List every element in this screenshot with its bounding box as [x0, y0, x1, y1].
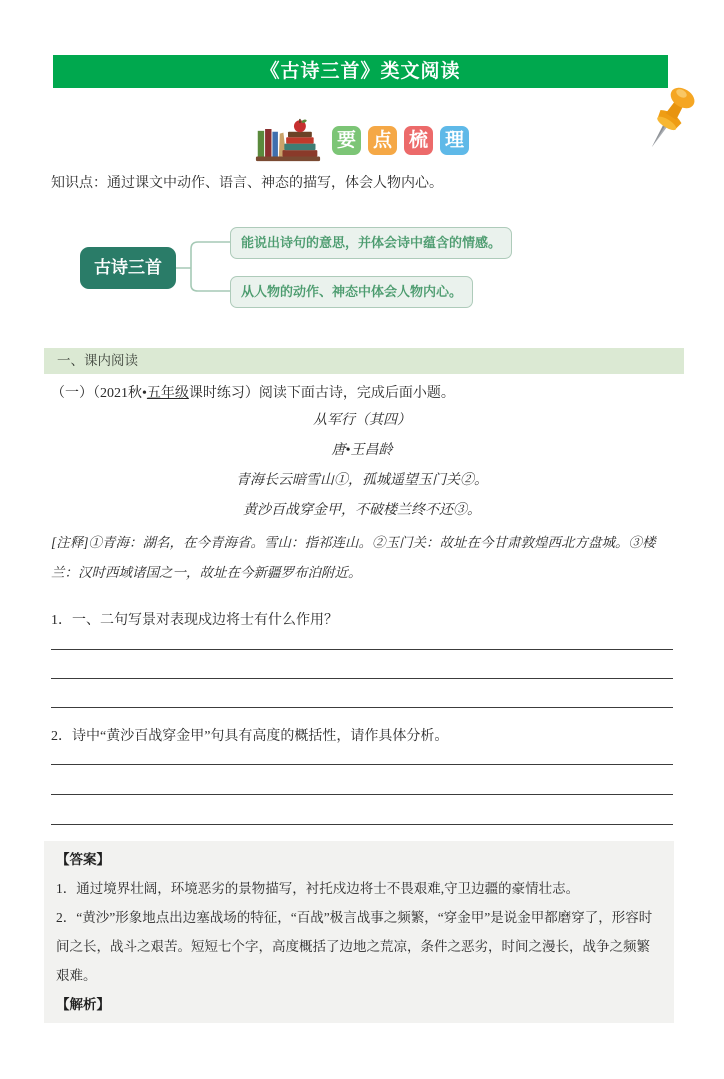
- answer-line: [51, 632, 673, 650]
- key-points-header: [0, 116, 724, 164]
- exercise-intro-suffix: 课时练习）阅读下面古诗，完成后面小题。: [188, 386, 455, 401]
- pushpin-icon: [644, 81, 702, 157]
- page-title-banner: [53, 55, 668, 88]
- section-header: 一、课内阅读: [44, 348, 684, 374]
- answer-line: [51, 679, 673, 708]
- badge-dian: 点: [368, 126, 397, 155]
- question-2: 2．诗中“黄沙百战穿金甲”句具有高度的概括性，请作具体分析。: [51, 729, 449, 744]
- question-1: 1．一、二句写景对表现戍边将士有什么作用？: [51, 613, 338, 628]
- books-icon: [255, 117, 321, 163]
- page-title: 《古诗三首》类文阅读: [260, 61, 461, 82]
- badge-li: 理: [440, 126, 469, 155]
- answer-line: [51, 795, 673, 825]
- poem-line-1: 青海长云暗雪山①，孤城遥望玉门关②。: [236, 473, 488, 488]
- poem-line-2: 黄沙百战穿金甲，不破楼兰终不还③。: [243, 503, 481, 518]
- answer-item-1: 1．通过境界壮阔，环境恶劣的景物描写，衬托戍边将士不畏艰难,守卫边疆的豪情壮志。: [56, 881, 580, 896]
- knowledge-point: 知识点：通过课文中动作、语言、神态的描写，体会人物内心。: [51, 176, 443, 191]
- poem-author: 唐•王昌龄: [331, 443, 393, 458]
- answer-line: [51, 650, 673, 679]
- badge-shu: 梳: [404, 126, 433, 155]
- answer-line: [51, 748, 673, 765]
- answer-label: 【答案】: [56, 852, 110, 867]
- exercise-intro-prefix: （一）（2021秋•: [51, 386, 147, 401]
- poem-title: 从军行（其四）: [313, 413, 411, 428]
- mindmap-branch-1: 能说出诗句的意思，并体会诗中蕴含的情感。: [230, 227, 512, 259]
- mindmap: [51, 225, 673, 320]
- answer-section: [44, 841, 674, 1023]
- answer-item-2: 2．“黄沙”形象地点出边塞战场的特征，“百战”极言战事之频繁，“穿金甲”是说金甲都磨穿了，形容时间之长，战斗之艰苦。短短七个字，高度概括了边地之荒凉，条件之恶劣，时间之漫长，战争之频繁艰难。: [56, 910, 653, 983]
- mindmap-branch-2: 从人物的动作、神态中体会人物内心。: [230, 276, 473, 308]
- poem: [0, 406, 724, 526]
- exercise-intro: [51, 383, 673, 404]
- worksheet-page: [0, 55, 724, 1079]
- answer-lines-q1: [51, 632, 673, 708]
- analysis-label: 【解析】: [56, 997, 110, 1012]
- answer-line: [51, 765, 673, 795]
- exercise-intro-grade: 五年级: [146, 386, 189, 401]
- mindmap-root-node: 古诗三首: [80, 247, 176, 289]
- poem-notes: [注释]①青海：湖名，在今青海省。雪山：指祁连山。②玉门关：故址在今甘肃敦煌西北方盘城。③楼兰：汉时西域诸国之一，故址在今新疆罗布泊附近。: [51, 535, 656, 580]
- badge-yao: 要: [332, 126, 361, 155]
- answer-lines-q2: [51, 748, 673, 825]
